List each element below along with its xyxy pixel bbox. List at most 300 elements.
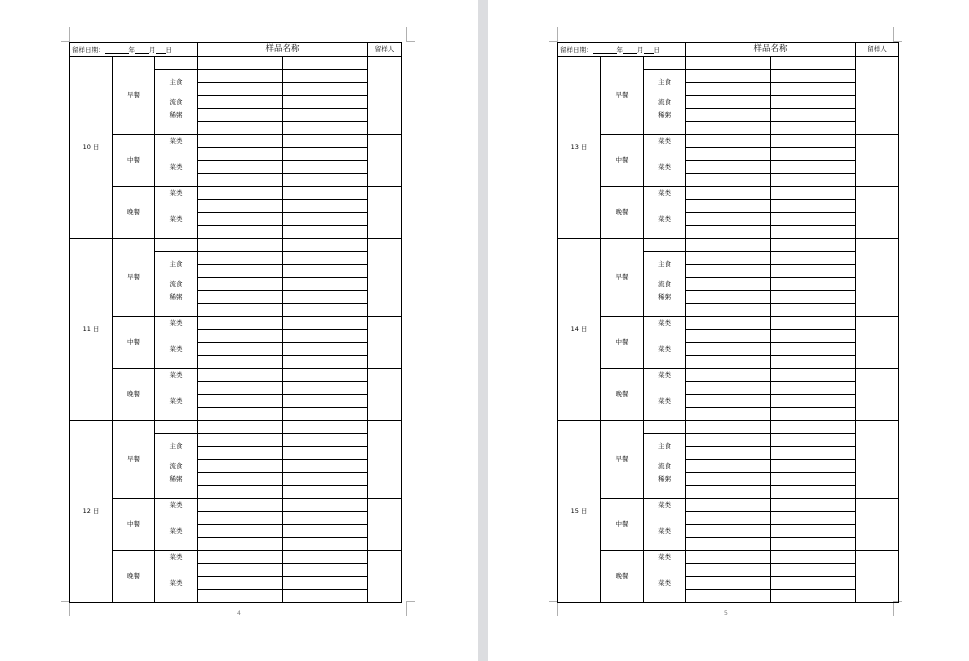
sample-note-cell xyxy=(771,200,856,213)
food-porridge-label: 稀粥 xyxy=(644,109,686,122)
table-row xyxy=(70,57,402,70)
sample-name-cell xyxy=(686,161,771,174)
food-empty xyxy=(644,239,686,252)
sample-name-cell xyxy=(686,70,771,83)
sampler-cell xyxy=(856,187,899,239)
sample-name-header: 样品名称 xyxy=(686,43,856,57)
sample-name-cell xyxy=(198,577,283,590)
sample-name-cell xyxy=(686,486,771,499)
food-dish-label: 菜类 xyxy=(155,317,198,330)
sample-name-cell xyxy=(198,213,283,226)
sample-name-cell xyxy=(198,447,283,460)
meal-cell-lunch: 中餐 xyxy=(601,499,644,551)
sampler-header: 留样人 xyxy=(368,43,402,57)
sample-name-cell xyxy=(686,538,771,551)
food-empty xyxy=(155,239,198,252)
food-dish-label: 菜类 xyxy=(155,343,198,356)
sample-name-cell xyxy=(686,577,771,590)
sampler-cell xyxy=(856,239,899,317)
table-row xyxy=(70,369,402,382)
sample-name-cell xyxy=(686,57,771,70)
sample-note-cell xyxy=(771,304,856,317)
meal-cell-dinner: 晚餐 xyxy=(113,551,155,603)
sample-name-cell xyxy=(198,148,283,161)
sample-note-cell xyxy=(283,96,368,109)
food-empty xyxy=(644,174,686,187)
sample-name-cell xyxy=(686,330,771,343)
day-cell: 11 日 xyxy=(70,239,113,421)
food-dish-label: 菜类 xyxy=(644,577,686,590)
sampler-cell xyxy=(856,499,899,551)
sample-record-table xyxy=(557,42,899,603)
food-empty xyxy=(155,564,198,577)
table-row xyxy=(70,317,402,330)
food-dish-label: 菜类 xyxy=(155,369,198,382)
table-row xyxy=(558,551,899,564)
sample-name-cell xyxy=(198,564,283,577)
food-liquid-label: 流食 xyxy=(155,278,198,291)
food-dish-label: 菜类 xyxy=(155,187,198,200)
sample-note-cell xyxy=(771,83,856,96)
table-row xyxy=(70,187,402,200)
meal-cell-dinner: 晚餐 xyxy=(601,369,644,421)
food-empty xyxy=(155,57,198,70)
meal-cell-dinner: 晚餐 xyxy=(601,551,644,603)
food-staple-label: 主食 xyxy=(155,252,198,278)
sample-name-cell xyxy=(198,356,283,369)
sample-note-cell xyxy=(283,239,368,252)
food-empty xyxy=(155,226,198,239)
sample-note-cell xyxy=(283,148,368,161)
meal-cell-lunch: 中餐 xyxy=(601,135,644,187)
sample-note-cell xyxy=(771,434,856,447)
food-dish-label: 菜类 xyxy=(644,213,686,226)
crop-mark xyxy=(549,27,558,42)
sample-name-cell xyxy=(198,525,283,538)
sample-note-cell xyxy=(283,174,368,187)
food-dish-label: 菜类 xyxy=(644,135,686,148)
day-cell: 10 日 xyxy=(70,57,113,239)
sample-name-cell xyxy=(686,239,771,252)
sample-note-cell xyxy=(283,564,368,577)
sample-note-cell xyxy=(283,252,368,265)
food-empty xyxy=(644,356,686,369)
meal-cell-breakfast: 早餐 xyxy=(601,57,644,135)
food-empty xyxy=(644,538,686,551)
food-staple-label: 主食 xyxy=(644,252,686,278)
sample-name-cell xyxy=(198,408,283,421)
crop-mark xyxy=(549,601,558,616)
sample-name-cell xyxy=(198,421,283,434)
food-dish-label: 菜类 xyxy=(644,161,686,174)
sample-note-cell xyxy=(771,447,856,460)
table-row xyxy=(558,317,899,330)
sampler-cell xyxy=(856,551,899,603)
sample-note-cell xyxy=(771,109,856,122)
day-cell: 15 日 xyxy=(558,421,601,603)
sample-name-cell xyxy=(198,590,283,603)
sample-note-cell xyxy=(283,330,368,343)
sample-name-cell xyxy=(198,187,283,200)
meal-cell-lunch: 中餐 xyxy=(601,317,644,369)
food-empty xyxy=(644,148,686,161)
sample-note-cell xyxy=(771,369,856,382)
sample-name-cell xyxy=(686,174,771,187)
sample-name-cell xyxy=(686,252,771,265)
crop-mark xyxy=(406,27,415,42)
table-row xyxy=(558,239,899,252)
food-dish-label: 菜类 xyxy=(155,551,198,564)
sample-note-cell xyxy=(771,135,856,148)
table-row xyxy=(558,57,899,70)
sample-note-cell xyxy=(771,317,856,330)
sample-note-cell xyxy=(771,525,856,538)
sample-note-cell xyxy=(283,421,368,434)
sample-name-cell xyxy=(198,499,283,512)
sample-name-cell xyxy=(686,135,771,148)
table-row xyxy=(558,369,899,382)
food-liquid-label: 流食 xyxy=(644,96,686,109)
sample-note-cell xyxy=(283,161,368,174)
sample-name-cell xyxy=(686,512,771,525)
sample-note-cell xyxy=(283,135,368,148)
sample-name-header: 样品名称 xyxy=(198,43,368,57)
sample-name-cell xyxy=(686,447,771,460)
month-label: 月 xyxy=(149,45,156,54)
sample-note-cell xyxy=(771,239,856,252)
page-number: 5 xyxy=(724,610,728,617)
sample-note-cell xyxy=(283,538,368,551)
table-header-row xyxy=(558,43,899,57)
sample-name-cell xyxy=(686,96,771,109)
sample-note-cell xyxy=(771,57,856,70)
table-row xyxy=(558,421,899,434)
food-empty xyxy=(155,382,198,395)
table-row xyxy=(558,135,899,148)
sample-name-cell xyxy=(686,109,771,122)
food-dish-label: 菜类 xyxy=(644,551,686,564)
day-label: 日 xyxy=(653,45,660,54)
date-label: 留样日期： xyxy=(560,45,593,54)
sample-name-cell xyxy=(198,239,283,252)
crop-mark xyxy=(893,27,902,42)
sample-note-cell xyxy=(771,538,856,551)
sample-name-cell xyxy=(686,369,771,382)
sampler-cell xyxy=(368,421,402,499)
food-empty xyxy=(644,590,686,603)
sample-name-cell xyxy=(198,83,283,96)
sample-note-cell xyxy=(283,278,368,291)
sample-note-cell xyxy=(771,473,856,486)
sample-note-cell xyxy=(283,57,368,70)
sample-note-cell xyxy=(771,213,856,226)
sample-note-cell xyxy=(283,486,368,499)
sample-name-cell xyxy=(198,473,283,486)
food-empty xyxy=(155,200,198,213)
sample-note-cell xyxy=(771,343,856,356)
sample-note-cell xyxy=(771,70,856,83)
sample-name-cell xyxy=(686,395,771,408)
table-row xyxy=(70,499,402,512)
food-empty xyxy=(155,148,198,161)
meal-cell-breakfast: 早餐 xyxy=(113,421,155,499)
sample-note-cell xyxy=(771,278,856,291)
sampler-cell xyxy=(368,369,402,421)
food-porridge-label: 稀粥 xyxy=(155,473,198,486)
sample-note-cell xyxy=(283,226,368,239)
food-empty xyxy=(644,304,686,317)
sampler-cell xyxy=(368,239,402,317)
sample-note-cell xyxy=(283,473,368,486)
sample-note-cell xyxy=(283,70,368,83)
sample-name-cell xyxy=(198,512,283,525)
sample-name-cell xyxy=(686,434,771,447)
sampler-header: 留样人 xyxy=(856,43,899,57)
crop-mark xyxy=(406,601,415,616)
page-number: 4 xyxy=(237,610,241,617)
sample-name-cell xyxy=(198,174,283,187)
year-label: 年 xyxy=(128,45,135,54)
sample-name-cell xyxy=(686,499,771,512)
sample-name-cell xyxy=(198,486,283,499)
sample-note-cell xyxy=(283,434,368,447)
date-label: 留样日期： xyxy=(72,45,105,54)
sample-note-cell xyxy=(283,369,368,382)
food-liquid-label: 流食 xyxy=(155,96,198,109)
sample-name-cell xyxy=(198,291,283,304)
food-empty xyxy=(155,486,198,499)
food-empty xyxy=(155,304,198,317)
sampler-cell xyxy=(856,369,899,421)
sample-name-cell xyxy=(198,96,283,109)
food-empty xyxy=(155,512,198,525)
sample-note-cell xyxy=(771,512,856,525)
sample-name-cell xyxy=(198,161,283,174)
food-empty xyxy=(644,486,686,499)
sample-note-cell xyxy=(771,382,856,395)
sample-name-cell xyxy=(686,83,771,96)
food-empty xyxy=(155,590,198,603)
sample-note-cell xyxy=(283,122,368,135)
table-row xyxy=(70,421,402,434)
food-empty xyxy=(155,356,198,369)
sample-note-cell xyxy=(771,408,856,421)
sample-note-cell xyxy=(771,577,856,590)
sample-name-cell xyxy=(686,356,771,369)
sample-note-cell xyxy=(771,421,856,434)
sample-name-cell xyxy=(198,317,283,330)
sample-note-cell xyxy=(283,590,368,603)
sample-note-cell xyxy=(283,187,368,200)
sample-name-cell xyxy=(198,226,283,239)
sampler-cell xyxy=(368,551,402,603)
sample-note-cell xyxy=(283,213,368,226)
sample-name-cell xyxy=(686,278,771,291)
food-empty xyxy=(644,564,686,577)
sample-note-cell xyxy=(771,564,856,577)
food-dish-label: 菜类 xyxy=(644,369,686,382)
document-page-4 xyxy=(0,0,478,661)
day-label: 日 xyxy=(165,45,172,54)
food-dish-label: 菜类 xyxy=(644,187,686,200)
sample-note-cell xyxy=(771,291,856,304)
sample-name-cell xyxy=(198,135,283,148)
table-header-row xyxy=(70,43,402,57)
sample-note-cell xyxy=(283,408,368,421)
sampler-cell xyxy=(856,57,899,135)
sample-note-cell xyxy=(771,499,856,512)
sample-name-cell xyxy=(686,460,771,473)
sample-note-cell xyxy=(283,356,368,369)
food-dish-label: 菜类 xyxy=(155,213,198,226)
food-porridge-label: 稀粥 xyxy=(644,291,686,304)
meal-cell-dinner: 晚餐 xyxy=(113,369,155,421)
sample-note-cell xyxy=(771,356,856,369)
food-empty xyxy=(155,174,198,187)
meal-cell-breakfast: 早餐 xyxy=(113,57,155,135)
food-staple-label: 主食 xyxy=(155,70,198,96)
sample-note-cell xyxy=(283,512,368,525)
food-dish-label: 菜类 xyxy=(155,499,198,512)
sample-name-cell xyxy=(198,304,283,317)
sample-name-cell xyxy=(686,148,771,161)
sample-name-cell xyxy=(198,278,283,291)
sample-note-cell xyxy=(771,148,856,161)
food-empty xyxy=(155,421,198,434)
sample-name-cell xyxy=(198,57,283,70)
food-porridge-label: 稀粥 xyxy=(155,109,198,122)
sample-name-cell xyxy=(198,434,283,447)
sample-note-cell xyxy=(283,577,368,590)
document-page-5 xyxy=(488,0,969,661)
food-liquid-label: 流食 xyxy=(644,278,686,291)
meal-cell-breakfast: 早餐 xyxy=(113,239,155,317)
sampler-cell xyxy=(856,421,899,499)
sample-note-cell xyxy=(771,265,856,278)
sample-name-cell xyxy=(198,382,283,395)
sample-record-table xyxy=(69,42,402,603)
sample-note-cell xyxy=(771,252,856,265)
crop-mark xyxy=(893,601,902,616)
sample-note-cell xyxy=(283,382,368,395)
food-dish-label: 菜类 xyxy=(155,577,198,590)
sample-note-cell xyxy=(771,590,856,603)
meal-cell-lunch: 中餐 xyxy=(113,135,155,187)
sample-note-cell xyxy=(771,161,856,174)
food-staple-label: 主食 xyxy=(644,434,686,460)
sample-date-field xyxy=(70,43,198,57)
sample-name-cell xyxy=(686,525,771,538)
food-empty xyxy=(155,408,198,421)
sampler-cell xyxy=(368,317,402,369)
sample-name-cell xyxy=(686,343,771,356)
food-empty xyxy=(644,122,686,135)
sample-name-cell xyxy=(686,213,771,226)
sample-name-cell xyxy=(198,343,283,356)
sample-note-cell xyxy=(283,291,368,304)
meal-cell-dinner: 晚餐 xyxy=(113,187,155,239)
sample-name-cell xyxy=(686,226,771,239)
food-dish-label: 菜类 xyxy=(644,317,686,330)
sample-note-cell xyxy=(283,447,368,460)
sample-name-cell xyxy=(686,382,771,395)
food-empty xyxy=(155,122,198,135)
food-empty xyxy=(644,408,686,421)
sample-name-cell xyxy=(686,291,771,304)
sample-note-cell xyxy=(771,551,856,564)
food-dish-label: 菜类 xyxy=(155,525,198,538)
sample-name-cell xyxy=(198,122,283,135)
sample-note-cell xyxy=(283,343,368,356)
sample-note-cell xyxy=(283,499,368,512)
sample-note-cell xyxy=(283,109,368,122)
sample-name-cell xyxy=(686,200,771,213)
sample-name-cell xyxy=(686,265,771,278)
meal-cell-breakfast: 早餐 xyxy=(601,239,644,317)
sample-name-cell xyxy=(198,70,283,83)
sample-note-cell xyxy=(771,395,856,408)
sampler-cell xyxy=(368,499,402,551)
sample-name-cell xyxy=(198,252,283,265)
sample-note-cell xyxy=(283,304,368,317)
sampler-cell xyxy=(368,187,402,239)
meal-cell-lunch: 中餐 xyxy=(113,317,155,369)
sample-name-cell xyxy=(198,200,283,213)
sample-note-cell xyxy=(771,486,856,499)
food-porridge-label: 稀粥 xyxy=(155,291,198,304)
sample-note-cell xyxy=(283,395,368,408)
sample-name-cell xyxy=(686,473,771,486)
food-empty xyxy=(644,330,686,343)
food-empty xyxy=(155,330,198,343)
food-dish-label: 菜类 xyxy=(644,343,686,356)
sample-name-cell xyxy=(686,408,771,421)
day-cell: 14 日 xyxy=(558,239,601,421)
food-empty xyxy=(644,226,686,239)
sample-note-cell xyxy=(283,460,368,473)
sampler-cell xyxy=(368,135,402,187)
food-dish-label: 菜类 xyxy=(644,525,686,538)
sample-note-cell xyxy=(771,122,856,135)
sample-name-cell xyxy=(686,421,771,434)
table-row xyxy=(558,499,899,512)
table-row xyxy=(70,239,402,252)
sample-note-cell xyxy=(283,317,368,330)
sample-name-cell xyxy=(198,330,283,343)
food-dish-label: 菜类 xyxy=(155,135,198,148)
food-empty xyxy=(644,421,686,434)
food-empty xyxy=(644,512,686,525)
sample-note-cell xyxy=(771,174,856,187)
sample-note-cell xyxy=(771,330,856,343)
sample-name-cell xyxy=(198,109,283,122)
sample-name-cell xyxy=(686,122,771,135)
sample-note-cell xyxy=(771,460,856,473)
meal-cell-lunch: 中餐 xyxy=(113,499,155,551)
sample-name-cell xyxy=(198,265,283,278)
sample-date-field xyxy=(558,43,686,57)
table-row xyxy=(70,135,402,148)
meal-cell-breakfast: 早餐 xyxy=(601,421,644,499)
year-label: 年 xyxy=(616,45,623,54)
food-dish-label: 菜类 xyxy=(155,395,198,408)
sample-name-cell xyxy=(686,317,771,330)
sampler-cell xyxy=(856,317,899,369)
meal-cell-dinner: 晚餐 xyxy=(601,187,644,239)
sample-name-cell xyxy=(198,551,283,564)
sampler-cell xyxy=(368,57,402,135)
sample-name-cell xyxy=(686,187,771,200)
